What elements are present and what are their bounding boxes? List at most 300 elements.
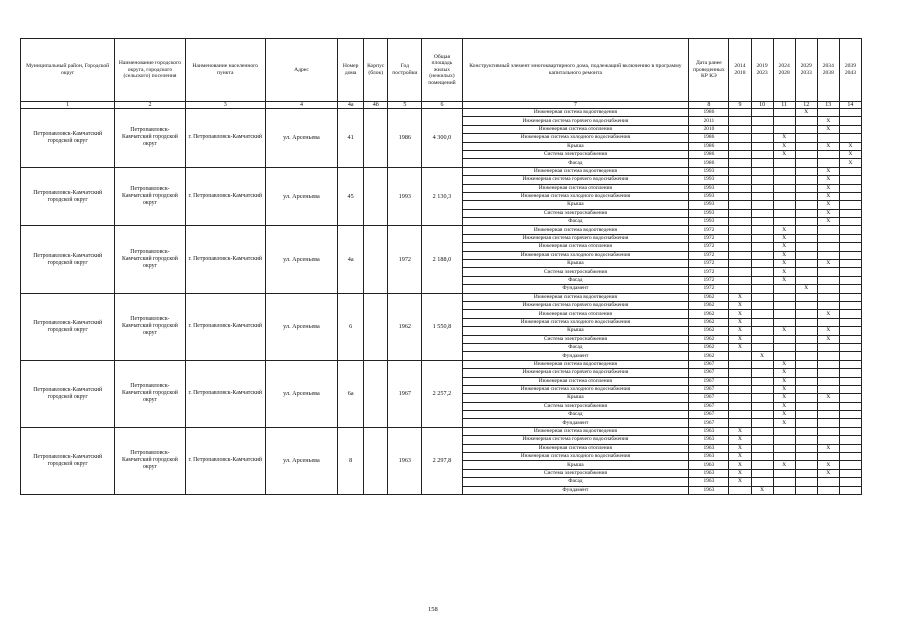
period-mark-cell [795, 461, 817, 469]
period-mark-cell [839, 243, 861, 251]
period-mark-cell [817, 427, 839, 435]
prior-repair-date-cell: 1986 [689, 150, 729, 158]
prior-repair-date-cell: 1972 [689, 251, 729, 259]
period-mark-cell [795, 385, 817, 393]
period-mark-cell [795, 394, 817, 402]
prior-repair-date-cell: 1986 [689, 109, 729, 117]
period-mark-cell [751, 234, 773, 242]
period-mark-cell [729, 260, 751, 268]
period-mark-cell: X [773, 142, 795, 150]
header-period: 2014 2018 [729, 39, 751, 102]
column-number: 6 [422, 102, 462, 109]
table-row [21, 427, 862, 435]
period-mark-cell [751, 134, 773, 142]
period-mark-cell: X [817, 142, 839, 150]
period-mark-cell [817, 411, 839, 419]
period-mark-cell: X [773, 411, 795, 419]
prior-repair-date-cell: 1993 [689, 176, 729, 184]
period-mark-cell [839, 377, 861, 385]
period-mark-cell [795, 184, 817, 192]
element-name-cell: Инженерная система холодного водоснабжения [462, 134, 689, 142]
year-cell: 1993 [388, 167, 422, 226]
period-mark-cell [729, 394, 751, 402]
period-mark-cell [751, 394, 773, 402]
period-mark-cell [817, 436, 839, 444]
period-mark-cell [795, 469, 817, 477]
table-header [21, 39, 862, 109]
period-mark-cell [795, 226, 817, 234]
period-mark-cell [795, 444, 817, 452]
period-mark-cell [817, 285, 839, 293]
house-number-cell: 6 [338, 293, 364, 360]
period-mark-cell [751, 310, 773, 318]
period-mark-cell [751, 377, 773, 385]
column-number: 5 [388, 102, 422, 109]
prior-repair-date-cell: 1993 [689, 209, 729, 217]
period-mark-cell [751, 360, 773, 368]
period-mark-cell [751, 369, 773, 377]
period-mark-cell [839, 134, 861, 142]
period-mark-cell [795, 167, 817, 175]
column-number: 4 [265, 102, 337, 109]
period-mark-cell [839, 167, 861, 175]
prior-repair-date-cell: 1962 [689, 293, 729, 301]
period-mark-cell: X [773, 369, 795, 377]
period-mark-cell [751, 243, 773, 251]
period-mark-cell [773, 184, 795, 192]
prior-repair-date-cell: 1993 [689, 218, 729, 226]
period-mark-cell [795, 478, 817, 486]
capital-repair-program-table [20, 38, 862, 495]
element-name-cell: Фасад [462, 478, 689, 486]
period-mark-cell [839, 285, 861, 293]
period-mark-cell [795, 243, 817, 251]
period-mark-cell: X [773, 234, 795, 242]
element-name-cell: Инженерная система водоотведения [462, 427, 689, 435]
element-name-cell: Инженерная система водоотведения [462, 226, 689, 234]
period-mark-cell [839, 335, 861, 343]
table-row [21, 167, 862, 175]
period-mark-cell: X [839, 142, 861, 150]
period-mark-cell [839, 201, 861, 209]
prior-repair-date-cell: 1993 [689, 201, 729, 209]
period-mark-cell [795, 301, 817, 309]
prior-repair-date-cell: 1967 [689, 377, 729, 385]
column-number: 10 [751, 102, 773, 109]
period-mark-cell [773, 301, 795, 309]
element-name-cell: Инженерная система водоотведения [462, 109, 689, 117]
period-mark-cell: X [729, 427, 751, 435]
period-mark-cell: X [795, 285, 817, 293]
period-mark-cell [817, 134, 839, 142]
table-row [21, 360, 862, 368]
area-cell: 2 297,8 [422, 427, 462, 494]
prior-repair-date-cell: 1967 [689, 369, 729, 377]
period-mark-cell [751, 411, 773, 419]
element-name-cell: Крыша [462, 461, 689, 469]
period-mark-cell [751, 327, 773, 335]
period-mark-cell [751, 427, 773, 435]
municipal-cell: Петропавловск-Камчатский городской округ [21, 360, 115, 427]
period-mark-cell [773, 159, 795, 167]
period-mark-cell [751, 276, 773, 284]
korpus-cell [364, 109, 388, 168]
period-mark-cell: X [729, 469, 751, 477]
period-mark-cell: X [729, 318, 751, 326]
period-mark-cell [795, 218, 817, 226]
prior-repair-date-cell: 1963 [689, 436, 729, 444]
period-mark-cell [773, 209, 795, 217]
period-mark-cell [729, 150, 751, 158]
period-mark-cell [839, 218, 861, 226]
period-mark-cell: X [773, 360, 795, 368]
period-mark-cell: X [729, 335, 751, 343]
period-mark-cell [773, 436, 795, 444]
period-mark-cell [773, 478, 795, 486]
house-number-cell: 6а [338, 360, 364, 427]
element-name-cell: Фасад [462, 343, 689, 351]
period-mark-cell [773, 335, 795, 343]
period-mark-cell [839, 226, 861, 234]
period-mark-cell [751, 402, 773, 410]
period-mark-cell [817, 360, 839, 368]
element-name-cell: Система электроснабжения [462, 268, 689, 276]
column-number: 4а [338, 102, 364, 109]
period-mark-cell [773, 117, 795, 125]
period-mark-cell [729, 109, 751, 117]
period-mark-cell [751, 109, 773, 117]
period-mark-cell [795, 234, 817, 242]
period-mark-cell [817, 377, 839, 385]
period-mark-cell [817, 352, 839, 360]
element-name-cell: Фундамент [462, 285, 689, 293]
header-locality: Наименование населенного пункта [185, 39, 265, 102]
prior-repair-date-cell: 1963 [689, 461, 729, 469]
period-mark-cell: X [729, 436, 751, 444]
period-mark-cell [795, 453, 817, 461]
period-mark-cell [729, 360, 751, 368]
prior-repair-date-cell: 1963 [689, 453, 729, 461]
period-mark-cell [795, 260, 817, 268]
header-period: 2034 2038 [817, 39, 839, 102]
prior-repair-date-cell: 1967 [689, 402, 729, 410]
column-number: 11 [773, 102, 795, 109]
element-name-cell: Инженерная система отопления [462, 377, 689, 385]
period-mark-cell [839, 268, 861, 276]
period-mark-cell [773, 427, 795, 435]
period-mark-cell [817, 478, 839, 486]
period-mark-cell [773, 453, 795, 461]
element-name-cell: Фасад [462, 218, 689, 226]
period-mark-cell [729, 176, 751, 184]
prior-repair-date-cell: 1993 [689, 184, 729, 192]
period-mark-cell [817, 251, 839, 259]
header-address: Адрес [265, 39, 337, 102]
period-mark-cell: X [729, 310, 751, 318]
period-mark-cell [751, 251, 773, 259]
period-mark-cell [751, 218, 773, 226]
house-number-cell: 45 [338, 167, 364, 226]
period-mark-cell [751, 436, 773, 444]
period-mark-cell [729, 117, 751, 125]
period-mark-cell [773, 310, 795, 318]
period-mark-cell: X [773, 419, 795, 427]
period-mark-cell [795, 436, 817, 444]
period-mark-cell [773, 352, 795, 360]
korpus-cell [364, 360, 388, 427]
prior-repair-date-cell: 1962 [689, 310, 729, 318]
period-mark-cell [839, 318, 861, 326]
table-row [21, 109, 862, 117]
area-cell: 2 257,2 [422, 360, 462, 427]
element-name-cell: Инженерная система отопления [462, 184, 689, 192]
period-mark-cell [751, 335, 773, 343]
period-mark-cell [729, 419, 751, 427]
municipal-cell: Петропавловск-Камчатский городской округ [21, 167, 115, 226]
period-mark-cell [729, 209, 751, 217]
municipal-cell: Петропавловск-Камчатский городской округ [21, 427, 115, 494]
period-mark-cell [729, 234, 751, 242]
period-mark-cell [839, 251, 861, 259]
period-mark-cell [817, 293, 839, 301]
element-name-cell: Крыша [462, 327, 689, 335]
period-mark-cell [729, 268, 751, 276]
period-mark-cell [729, 134, 751, 142]
period-mark-cell [795, 377, 817, 385]
period-mark-cell [729, 369, 751, 377]
period-mark-cell [839, 352, 861, 360]
period-mark-cell [817, 301, 839, 309]
period-mark-cell [817, 419, 839, 427]
period-mark-cell [839, 234, 861, 242]
period-mark-cell: X [729, 453, 751, 461]
period-mark-cell: X [729, 444, 751, 452]
year-cell: 1986 [388, 109, 422, 168]
period-mark-cell [839, 369, 861, 377]
period-mark-cell [729, 226, 751, 234]
element-name-cell: Крыша [462, 260, 689, 268]
house-number-cell: 41 [338, 109, 364, 168]
period-mark-cell [795, 343, 817, 351]
column-number: 4б [364, 102, 388, 109]
element-name-cell: Инженерная система водоотведения [462, 167, 689, 175]
element-name-cell: Фасад [462, 159, 689, 167]
korpus-cell [364, 427, 388, 494]
period-mark-cell: X [751, 486, 773, 494]
element-name-cell: Фундамент [462, 352, 689, 360]
period-mark-cell [729, 486, 751, 494]
settlement-cell: Петропавловск-Камчатский городской округ [115, 293, 185, 360]
prior-repair-date-cell: 1962 [689, 327, 729, 335]
period-mark-cell: X [817, 469, 839, 477]
period-mark-cell [795, 352, 817, 360]
prior-repair-date-cell: 1962 [689, 301, 729, 309]
period-mark-cell: X [729, 301, 751, 309]
prior-repair-date-cell: 1993 [689, 192, 729, 200]
element-name-cell: Инженерная система горячего водоснабжения [462, 176, 689, 184]
period-mark-cell [795, 176, 817, 184]
period-mark-cell [729, 285, 751, 293]
period-mark-cell: X [773, 251, 795, 259]
house-number-cell: 8 [338, 427, 364, 494]
period-mark-cell [751, 469, 773, 477]
period-mark-cell [751, 150, 773, 158]
prior-repair-date-cell: 1962 [689, 352, 729, 360]
period-mark-cell [839, 461, 861, 469]
period-mark-cell: X [773, 243, 795, 251]
period-mark-cell: X [773, 402, 795, 410]
period-mark-cell [839, 411, 861, 419]
period-mark-cell: X [817, 444, 839, 452]
header-house: Номер дома [338, 39, 364, 102]
element-name-cell: Инженерная система горячего водоснабжения [462, 234, 689, 242]
period-mark-cell [839, 394, 861, 402]
locality-cell: г. Петропавловск-Камчатский [185, 109, 265, 168]
period-mark-cell: X [729, 343, 751, 351]
period-mark-cell [751, 301, 773, 309]
element-name-cell: Инженерная система отопления [462, 243, 689, 251]
table-body [21, 109, 862, 495]
house-number-cell: 4а [338, 226, 364, 293]
prior-repair-date-cell: 1962 [689, 318, 729, 326]
header-element: Конструктивный элемент многоквартирного дома, подлежащий включению в программу капитального ремонта [462, 39, 689, 102]
column-number: 7 [462, 102, 689, 109]
header-date: Дата ранее проведенных КР КЭ [689, 39, 729, 102]
prior-repair-date-cell: 1967 [689, 385, 729, 393]
address-cell: ул. Арсеньева [265, 167, 337, 226]
locality-cell: г. Петропавловск-Камчатский [185, 427, 265, 494]
period-mark-cell [795, 318, 817, 326]
element-name-cell: Крыша [462, 142, 689, 150]
period-mark-cell [773, 176, 795, 184]
prior-repair-date-cell: 1986 [689, 142, 729, 150]
header-settlement: Наименование городского округа, городского (сельского) поселения [115, 39, 185, 102]
period-mark-cell [839, 486, 861, 494]
element-name-cell: Фасад [462, 276, 689, 284]
period-mark-cell [773, 109, 795, 117]
prior-repair-date-cell: 1972 [689, 285, 729, 293]
locality-cell: г. Петропавловск-Камчатский [185, 360, 265, 427]
period-mark-cell [773, 343, 795, 351]
period-mark-cell [839, 427, 861, 435]
period-mark-cell [817, 150, 839, 158]
period-mark-cell [817, 268, 839, 276]
locality-cell: г. Петропавловск-Камчатский [185, 167, 265, 226]
prior-repair-date-cell: 1967 [689, 394, 729, 402]
prior-repair-date-cell: 1993 [689, 167, 729, 175]
period-mark-cell [795, 335, 817, 343]
element-name-cell: Инженерная система горячего водоснабжения [462, 301, 689, 309]
period-mark-cell [839, 184, 861, 192]
period-mark-cell [839, 192, 861, 200]
element-name-cell: Инженерная система водоотведения [462, 293, 689, 301]
period-mark-cell [751, 385, 773, 393]
year-cell: 1962 [388, 293, 422, 360]
period-mark-cell [817, 243, 839, 251]
period-mark-cell: X [773, 226, 795, 234]
prior-repair-date-cell: 1972 [689, 276, 729, 284]
column-number: 12 [795, 102, 817, 109]
period-mark-cell [729, 125, 751, 133]
header-municipal: Муниципальный район, Городской округ [21, 39, 115, 102]
element-name-cell: Фундамент [462, 486, 689, 494]
column-number: 2 [115, 102, 185, 109]
period-mark-cell: X [817, 310, 839, 318]
period-mark-cell: X [751, 352, 773, 360]
period-mark-cell: X [817, 218, 839, 226]
period-mark-cell [773, 192, 795, 200]
prior-repair-date-cell: 1962 [689, 343, 729, 351]
header-area: Общая площадь жилых (нежилых) помещений [422, 39, 462, 102]
header-period: 2024 2028 [773, 39, 795, 102]
period-mark-cell [839, 125, 861, 133]
period-mark-cell [795, 125, 817, 133]
table-row [21, 293, 862, 301]
period-mark-cell [817, 234, 839, 242]
period-mark-cell [773, 486, 795, 494]
period-mark-cell [751, 226, 773, 234]
period-mark-cell [773, 318, 795, 326]
period-mark-cell [817, 343, 839, 351]
element-name-cell: Система электроснабжения [462, 469, 689, 477]
period-mark-cell [839, 117, 861, 125]
prior-repair-date-cell: 1972 [689, 234, 729, 242]
period-mark-cell [839, 276, 861, 284]
element-name-cell: Система электроснабжения [462, 402, 689, 410]
element-name-cell: Система электроснабжения [462, 335, 689, 343]
period-mark-cell [795, 411, 817, 419]
area-cell: 2 188,0 [422, 226, 462, 293]
period-mark-cell [751, 142, 773, 150]
prior-repair-date-cell: 1967 [689, 411, 729, 419]
prior-repair-date-cell: 1972 [689, 226, 729, 234]
element-name-cell: Инженерная система отопления [462, 310, 689, 318]
period-mark-cell [795, 327, 817, 335]
period-mark-cell [751, 209, 773, 217]
settlement-cell: Петропавловск-Камчатский городской округ [115, 427, 185, 494]
element-name-cell: Инженерная система холодного водоснабжения [462, 318, 689, 326]
period-mark-cell [795, 310, 817, 318]
header-period: 2039 2043 [839, 39, 861, 102]
period-mark-cell [773, 285, 795, 293]
period-mark-cell [729, 411, 751, 419]
element-name-cell: Фасад [462, 411, 689, 419]
period-mark-cell [817, 226, 839, 234]
year-cell: 1972 [388, 226, 422, 293]
page-number: 158 [428, 606, 438, 613]
period-mark-cell [751, 159, 773, 167]
period-mark-cell [839, 176, 861, 184]
period-mark-cell [729, 251, 751, 259]
period-mark-cell [795, 192, 817, 200]
prior-repair-date-cell: 1986 [689, 159, 729, 167]
column-number: 9 [729, 102, 751, 109]
period-mark-cell [795, 150, 817, 158]
period-mark-cell [817, 486, 839, 494]
period-mark-cell [751, 453, 773, 461]
period-mark-cell: X [839, 159, 861, 167]
period-mark-cell [795, 419, 817, 427]
period-mark-cell [839, 402, 861, 410]
column-number: 1 [21, 102, 115, 109]
period-mark-cell: X [817, 117, 839, 125]
prior-repair-date-cell: 2011 [689, 117, 729, 125]
area-cell: 1 550,8 [422, 293, 462, 360]
period-mark-cell: X [729, 478, 751, 486]
period-mark-cell [839, 209, 861, 217]
prior-repair-date-cell: 1967 [689, 419, 729, 427]
prior-repair-date-cell: 1972 [689, 260, 729, 268]
